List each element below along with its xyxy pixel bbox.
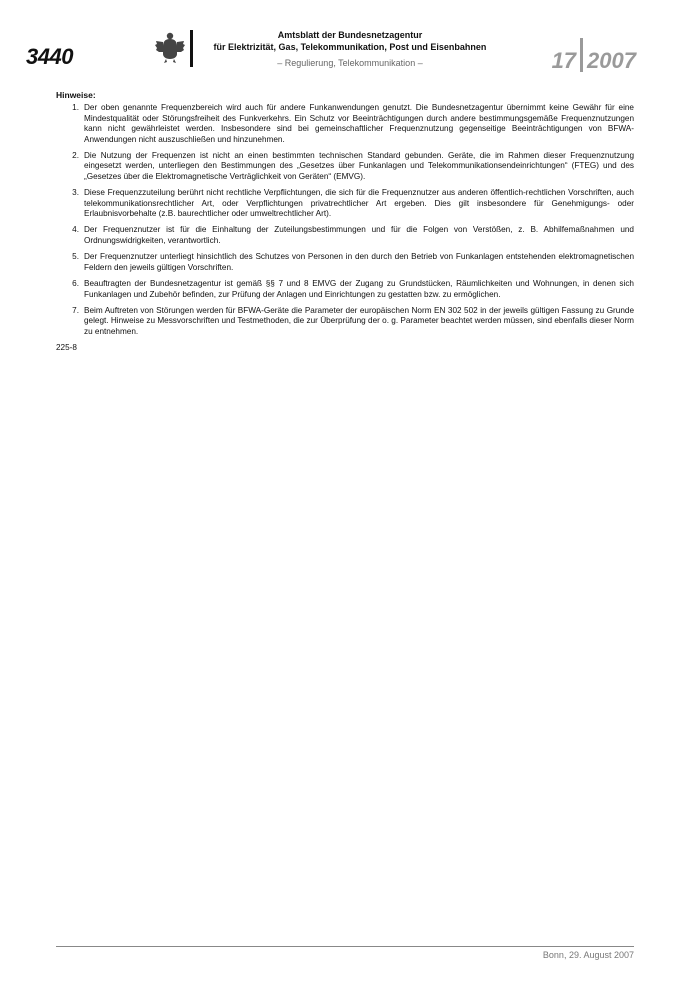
section-heading: Hinweise: [56,90,96,100]
list-item [56,225,634,246]
footer-divider [56,946,634,947]
note-number: 6. [72,279,79,289]
note-number: 1. [72,103,79,113]
reference-code: 225-8 [56,343,77,353]
note-number: 4. [72,225,79,235]
notes-list [56,103,634,337]
note-number: 3. [72,188,79,198]
page-number: 3440 [26,44,73,69]
issue-year: 2007 [587,48,636,73]
note-text: Diese Frequenzzuteilung berührt nicht rechtliche Verpflichtungen, die sich für die Frequenznutzer aus anderen öffentlich-rechtlichen Vorschriften, auch telekommunikationsrechtlicher Art, oder Verpflichtungen privatrechtlicher Art ergeben. Dies gilt insbesondere für Genehmigungs- oder Erlaubnisvorbehalte (z.B. baurechtlicher oder umweltrechtlicher Art). [84,188,634,219]
header-subtitle: – Regulierung, Telekommunikation – [277,58,423,68]
issue-number: 17 [551,48,577,73]
note-number: 7. [72,305,79,315]
list-item [56,279,634,300]
header-title-line1: Amtsblatt der Bundesnetzagentur [277,30,423,40]
header-title-line2: für Elektrizität, Gas, Telekommunikation, Post und Eisenbahnen [213,42,487,52]
issue-label [552,44,636,78]
note-text: Beauftragten der Bundesnetzagentur ist gemäß §§ 7 und 8 EMVG der Zugang zu Grundstücken, Räumlichkeiten und Wohnungen, in denen sich Funkanlagen und Zubehör befinden, zur Prüfung der Anlagen und Einrichtungen zu gestatten bzw. zu ermöglichen. [84,279,634,299]
list-item [56,306,634,337]
list-item [56,103,634,145]
note-text: Der Frequenznutzer ist für die Einhaltung der Zuteilungsbestimmungen und für die Folgen von Verstößen, z. B. Abhilfemaßnahmen und Ordnungswidrigkeiten, verantwortlich. [84,225,634,245]
issue-divider [580,38,583,72]
header-divider [190,30,193,67]
federal-eagle-icon [155,30,185,64]
note-text: Beim Auftreten von Störungen werden für BFWA-Geräte die Parameter der europäischen Norm EN 302 502 in der jeweils gültigen Fassung zu Grunde gelegt. Hinweise zu Messvorschriften und Testmethoden, die zur Überprüfung der o. g. Parameter beachtet werden müssen, sind ebenfalls dieser Norm zu entnehmen. [84,305,634,336]
header-title-block [200,29,500,69]
main-content [56,90,634,354]
note-text: Die Nutzung der Frequenzen ist nicht an einen bestimmten technischen Standard gebunden. Geräte, die im Rahmen dieser Frequenznutzung eingesetzt werden, unterliegen den Bestimmungen des „Gesetzes über Funkanlagen und Telekommunikationsendeinrichtungen“ (FTEG) und des „Gesetzes über die Elektromagnetische Verträglichkeit von Geräten“ (EMVG). [84,151,634,181]
list-item [56,151,634,182]
note-text: Der oben genannte Frequenzbereich wird auch für andere Funkanwendungen genutzt. Die Bundesnetzagentur übernimmt keine Gewähr für eine Mindestqualität oder Störungsfreiheit des Funkverkehrs. Ein Schutz vor Beeinträchtigungen durch andere bestimmungsgemäße Frequenznutzungen kann nicht gewährleistet werden. Insbesondere sind bei gemeinschaftlicher Frequenznutzung gegenseitige Beeinträchtigungen von BFWA-Anwendungen nicht auszuschließen und hinzunehmen. [84,103,634,144]
footer-date: Bonn, 29. August 2007 [542,950,634,960]
note-number: 2. [72,151,79,161]
list-item [56,188,634,219]
note-text: Der Frequenznutzer unterliegt hinsichtlich des Schutzes von Personen in den durch den Betrieb von Funkanlagen entstehenden elektromagnetischen Feldern den jeweils gültigen Vorschriften. [84,252,634,272]
note-number: 5. [72,252,79,262]
list-item [56,252,634,273]
